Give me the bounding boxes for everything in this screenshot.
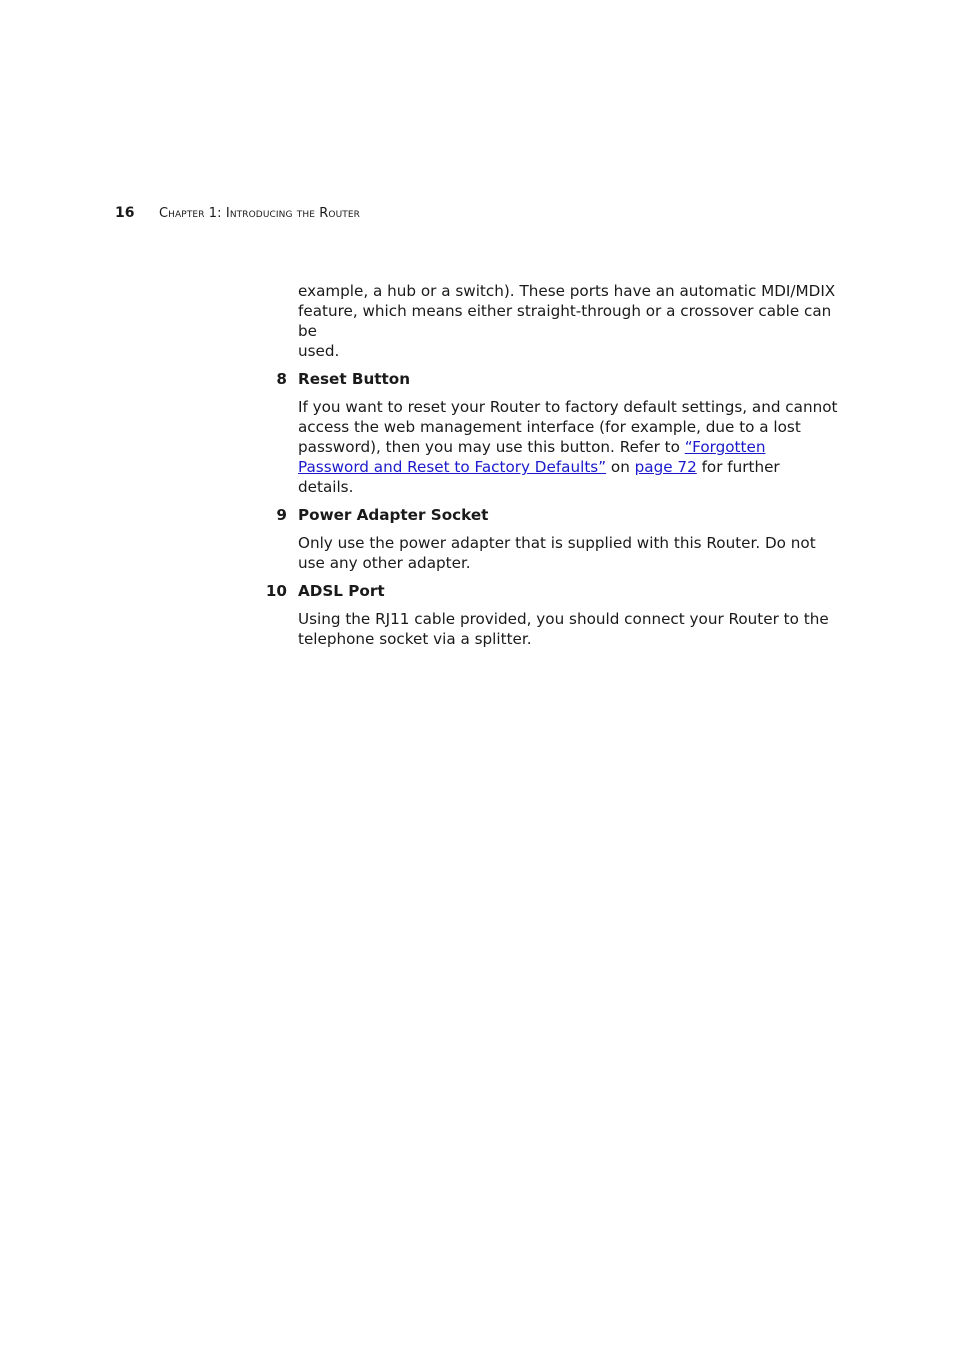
intro-line: example, a hub or a switch). These ports have an automatic MDI/MDIX bbox=[298, 282, 836, 300]
item-body: Only use the power adapter that is supplied with this Router. Do not use any other adapter. bbox=[298, 534, 816, 572]
item-reset-button bbox=[276, 369, 838, 497]
item-title: ADSL Port bbox=[298, 582, 385, 600]
forgotten-password-link[interactable]: “Forgotten Password and Reset to Factory Defaults” bbox=[298, 438, 766, 476]
item-number: 9 bbox=[276, 506, 287, 524]
item-number: 8 bbox=[276, 370, 287, 388]
item-heading bbox=[276, 369, 838, 389]
item-body-text: If you want to reset your Router to factory default settings, and cannot access the web management interface (for example, due to a lost password), then you may use this button. Refer to bbox=[298, 398, 838, 456]
running-head: Chapter 1: Introducing the Router bbox=[159, 206, 361, 221]
page-header bbox=[115, 205, 815, 225]
item-number: 10 bbox=[265, 582, 287, 600]
page-number: 16 bbox=[115, 205, 135, 221]
intro-paragraph bbox=[298, 281, 838, 361]
intro-line: feature, which means either straight-through or a crossover cable can be bbox=[298, 302, 832, 340]
item-adsl-port bbox=[265, 581, 838, 649]
item-body-text: on bbox=[606, 458, 635, 476]
page-72-link[interactable]: page 72 bbox=[634, 458, 697, 476]
item-title: Reset Button bbox=[298, 370, 411, 388]
item-power-adapter-socket bbox=[276, 505, 838, 573]
intro-line: used. bbox=[298, 342, 340, 360]
item-body bbox=[298, 397, 838, 497]
item-heading bbox=[276, 505, 838, 525]
page-content bbox=[265, 281, 838, 657]
item-heading bbox=[265, 581, 838, 601]
item-title: Power Adapter Socket bbox=[298, 506, 489, 524]
item-body: Using the RJ11 cable provided, you should connect your Router to the telephone socket via a splitter. bbox=[298, 610, 829, 648]
item-body-text: for further details. bbox=[298, 458, 780, 496]
